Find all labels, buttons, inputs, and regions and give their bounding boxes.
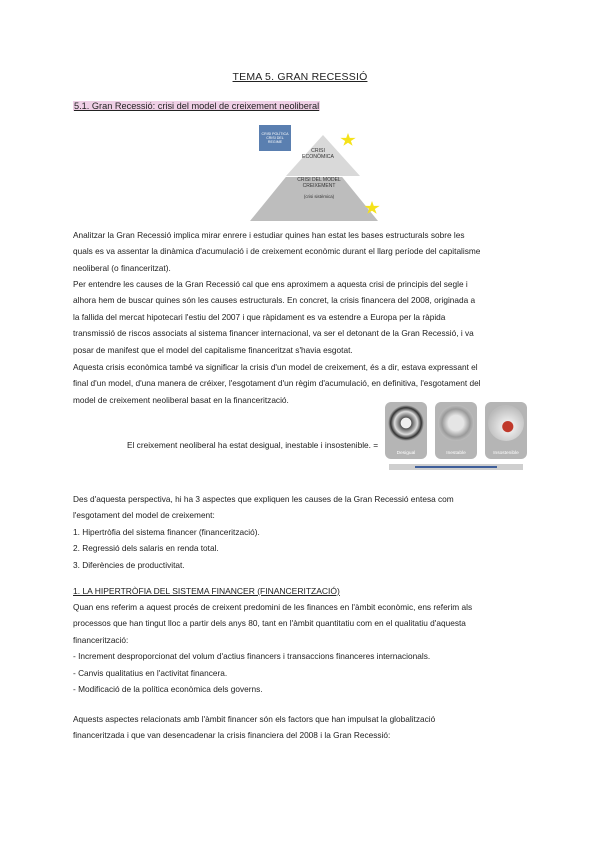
list-item: 3. Diferències de productivitat.	[73, 559, 185, 570]
unstable-label: Inestable	[446, 451, 466, 456]
paragraph-3	[73, 359, 527, 408]
text-line: model de creixement neoliberal basat en la financerització.	[73, 394, 289, 405]
list-item: 1. Hipertròfia del sistema financer (financerització).	[73, 526, 260, 537]
text-line: Per entendre les causes de la Gran Recessió cal que ens aproximem a aquesta crisi de principis del segle i	[73, 279, 468, 289]
text-line: Quan ens referim a aquest procés de creixent predomini de les finances en l'àmbit econòmic, ens referim als	[73, 602, 473, 612]
unsustainable-card	[485, 402, 527, 459]
text-line: Analitzar la Gran Recessió implica mirar enrere i estudiar quines han estat les bases estructurals sobre les	[73, 230, 465, 240]
text-line: Aquests aspectes relacionats amb l'àmbit financer són els factors que han impulsat la globalització	[73, 714, 436, 724]
list-item: - Increment desproporcionat del volum d'actius financers i transaccions financeres internacionals.	[73, 651, 431, 662]
text-line: financerització:	[73, 634, 129, 645]
growth-characteristics-figure	[385, 402, 527, 482]
text-line: neoliberal (o financeritzat).	[73, 262, 171, 273]
political-crisis-label: CRISI POLÍTICA CRISI DEL REGIME	[261, 131, 289, 145]
unequal-card	[385, 402, 427, 459]
political-crisis-box	[259, 125, 291, 151]
unstable-image	[438, 405, 474, 441]
list-item: - Modificació de la política econòmica dels governs.	[73, 684, 263, 695]
growth-model-crisis-label: CRISI DEL MODEL CREIXEMENT	[297, 177, 341, 189]
subsection-heading: 1. LA HIPERTRÒFIA DEL SISTEMA FINANCER (FINANCERITZACIÓ)	[73, 586, 340, 596]
text-line: l'esgotament del model de creixement:	[73, 510, 215, 521]
text-line: posar de manifest que el model del capitalisme financeritzat s'havia esgotat.	[73, 344, 353, 355]
text-line: processos que han tingut lloc a partir dels anys 80, tant en l'àmbit quantitatiu com en el qualitatiu d'aquesta	[73, 618, 466, 629]
unequal-label: Desigual	[396, 451, 416, 456]
house-image	[488, 405, 524, 441]
text-line: financeritzada i que van desencadenar la crisis financiera del 2008 i la Gran Recessió:	[73, 730, 391, 741]
text-line: la fallida del mercat hipotecari l'estiu del 2007 i que ràpidament es va estendre a Europa per la ràpida	[73, 311, 446, 322]
paragraph-5	[73, 599, 527, 697]
economic-crisis-label: CRISI ECONÒMICA	[302, 148, 334, 160]
text-line: transmissió de riscos associats al sistema financer internacional, va ser el detonant de la Gran Recessió, i va	[73, 328, 474, 339]
list-item: 2. Regressió dels salaris en renda total.	[73, 543, 219, 554]
list-item: - Canvis qualitatius en l'activitat financera.	[73, 667, 228, 678]
arrow-icon	[415, 466, 497, 468]
section-heading: 5.1. Gran Recessió: crisi del model de creixement neoliberal	[74, 101, 320, 111]
text-line: Des d'aquesta perspectiva, hi ha 3 aspectes que expliquen les causes de la Gran Recessió entesa com	[73, 494, 454, 504]
paragraph-4	[73, 491, 527, 573]
systemic-crisis-label: (crisi sistèmica)	[303, 194, 335, 199]
paragraph-2	[73, 276, 527, 358]
paragraph-6	[73, 711, 527, 744]
unequal-image	[388, 405, 424, 441]
text-line: final d'un model, d'una manera de créixer, l'esgotament d'un règim d'acumulació, en definitiva, l'esgotament del	[73, 378, 481, 389]
text-line: quals es va assentar la dinàmica d'acumulació i de creixement econòmic durant el llarg període del capitalisme	[73, 246, 481, 257]
growth-statement: El creixement neoliberal ha estat desigual, inestable i insostenible. =	[127, 440, 379, 450]
pyramid-figure	[248, 125, 386, 221]
text-line: alhora hem de buscar quines són les causes estructurals. En concret, la crisis financera del 2008, originada a	[73, 295, 476, 306]
text-line: Aquesta crisis econòmica també va significar la crisis d'un model de creixement, és a dir, estava expressant el	[73, 362, 478, 372]
unsustainable-label: Insostenible	[493, 451, 519, 456]
document-title: TEMA 5. GRAN RECESSIÓ	[232, 71, 368, 83]
unstable-card	[435, 402, 477, 459]
paragraph-1	[73, 227, 527, 276]
